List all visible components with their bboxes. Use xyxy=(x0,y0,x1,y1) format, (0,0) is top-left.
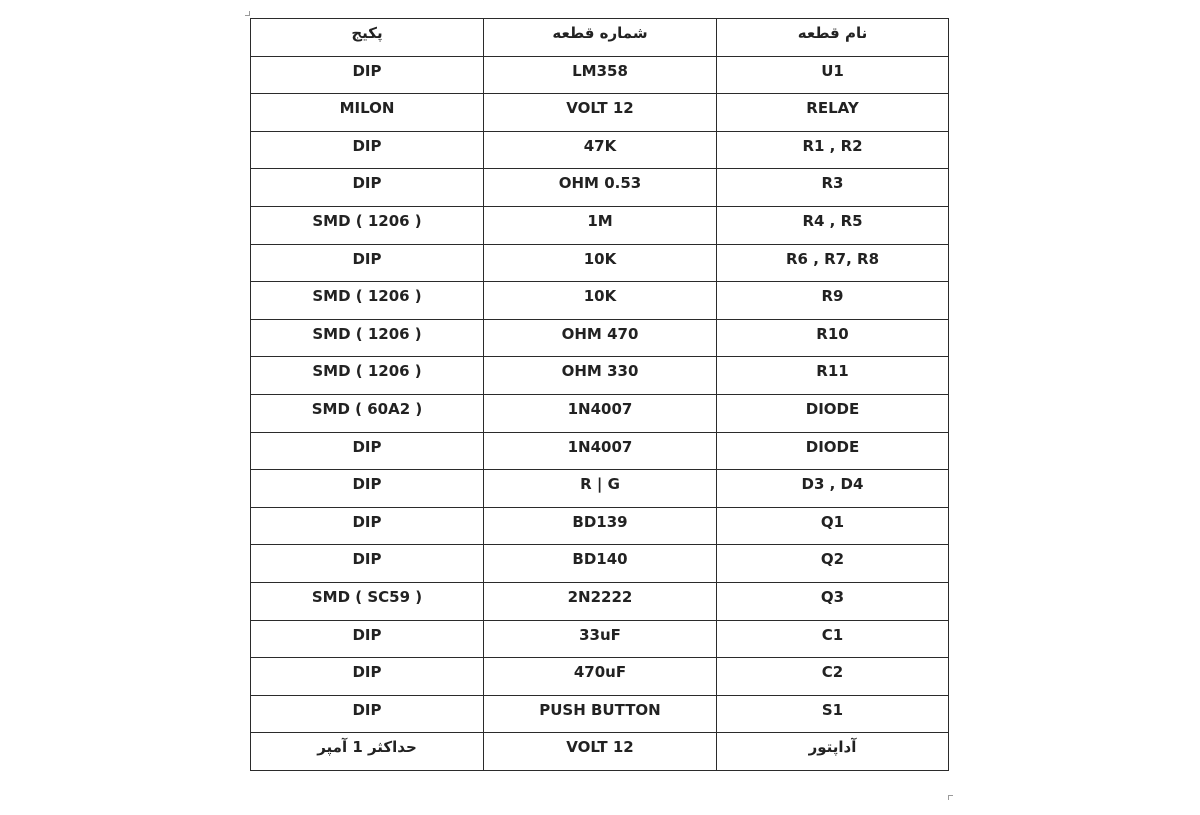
cell-part-number: 1M xyxy=(484,206,717,244)
header-part-name: نام قطعه xyxy=(717,19,949,57)
table-row xyxy=(251,282,949,320)
cell-package: DIP xyxy=(251,695,484,733)
cell-part-name: S1 xyxy=(717,695,949,733)
cell-part-number: R | G xyxy=(484,470,717,508)
cell-part-number: PUSH BUTTON xyxy=(484,695,717,733)
cell-package: DIP xyxy=(251,169,484,207)
table-row xyxy=(251,695,949,733)
cell-package: SMD ( SC59 ) xyxy=(251,582,484,620)
table-row xyxy=(251,56,949,94)
table-row xyxy=(251,169,949,207)
cell-part-number: 12 VOLT xyxy=(484,733,717,771)
cell-part-number: BD139 xyxy=(484,507,717,545)
cell-package: DIP xyxy=(251,432,484,470)
cell-package: DIP xyxy=(251,56,484,94)
cell-part-name: R9 xyxy=(717,282,949,320)
table-row xyxy=(251,432,949,470)
cell-part-number: 0.53 OHM xyxy=(484,169,717,207)
cell-part-name: آداپتور xyxy=(717,733,949,771)
cell-part-name: C1 xyxy=(717,620,949,658)
cell-part-name: Q3 xyxy=(717,582,949,620)
cell-package: DIP xyxy=(251,131,484,169)
cell-package: DIP xyxy=(251,244,484,282)
table-row xyxy=(251,319,949,357)
table-row xyxy=(251,620,949,658)
cell-package: SMD ( 60A2 ) xyxy=(251,394,484,432)
table-row xyxy=(251,545,949,583)
table-row xyxy=(251,394,949,432)
cell-part-number: 470uF xyxy=(484,658,717,696)
table-row xyxy=(251,582,949,620)
cell-part-name: U1 xyxy=(717,56,949,94)
cell-part-name: D3 , D4 xyxy=(717,470,949,508)
cell-part-number: 1N4007 xyxy=(484,432,717,470)
cell-part-name: R6 , R7, R8 xyxy=(717,244,949,282)
header-package: پکیج xyxy=(251,19,484,57)
table-row xyxy=(251,733,949,771)
cell-part-number: 470 OHM xyxy=(484,319,717,357)
cell-part-name: R11 xyxy=(717,357,949,395)
header-part-number: شماره قطعه xyxy=(484,19,717,57)
cell-part-number: 1N4007 xyxy=(484,394,717,432)
cell-package: MILON xyxy=(251,94,484,132)
cell-package: DIP xyxy=(251,470,484,508)
parts-table xyxy=(250,18,949,771)
cell-package: SMD ( 1206 ) xyxy=(251,357,484,395)
table-row xyxy=(251,658,949,696)
cell-part-number: 330 OHM xyxy=(484,357,717,395)
table-row xyxy=(251,470,949,508)
cell-part-name: R3 xyxy=(717,169,949,207)
cell-package: DIP xyxy=(251,658,484,696)
cell-part-name: DIODE xyxy=(717,394,949,432)
crop-mark-top-left xyxy=(245,11,250,16)
table-row xyxy=(251,131,949,169)
cell-part-number: LM358 xyxy=(484,56,717,94)
cell-package: SMD ( 1206 ) xyxy=(251,206,484,244)
table-row xyxy=(251,94,949,132)
table-header-row xyxy=(251,19,949,57)
cell-part-name: C2 xyxy=(717,658,949,696)
cell-part-number: 33uF xyxy=(484,620,717,658)
cell-package: SMD ( 1206 ) xyxy=(251,282,484,320)
cell-part-name: DIODE xyxy=(717,432,949,470)
table-body xyxy=(251,56,949,770)
cell-part-number: 12 VOLT xyxy=(484,94,717,132)
cell-package: DIP xyxy=(251,507,484,545)
cell-package: حداکثر 1 آمپر xyxy=(251,733,484,771)
cell-part-name: Q2 xyxy=(717,545,949,583)
cell-part-name: R1 , R2 xyxy=(717,131,949,169)
table-row xyxy=(251,507,949,545)
cell-part-number: 2N2222 xyxy=(484,582,717,620)
table-row xyxy=(251,206,949,244)
table-row xyxy=(251,357,949,395)
cell-part-name: R4 , R5 xyxy=(717,206,949,244)
cell-part-number: 10K xyxy=(484,244,717,282)
cell-package: DIP xyxy=(251,620,484,658)
cell-part-number: 47K xyxy=(484,131,717,169)
cell-part-name: R10 xyxy=(717,319,949,357)
cell-part-name: RELAY xyxy=(717,94,949,132)
crop-mark-bottom-right xyxy=(948,795,953,800)
cell-package: DIP xyxy=(251,545,484,583)
cell-part-number: BD140 xyxy=(484,545,717,583)
cell-package: SMD ( 1206 ) xyxy=(251,319,484,357)
cell-part-number: 10K xyxy=(484,282,717,320)
table-row xyxy=(251,244,949,282)
cell-part-name: Q1 xyxy=(717,507,949,545)
